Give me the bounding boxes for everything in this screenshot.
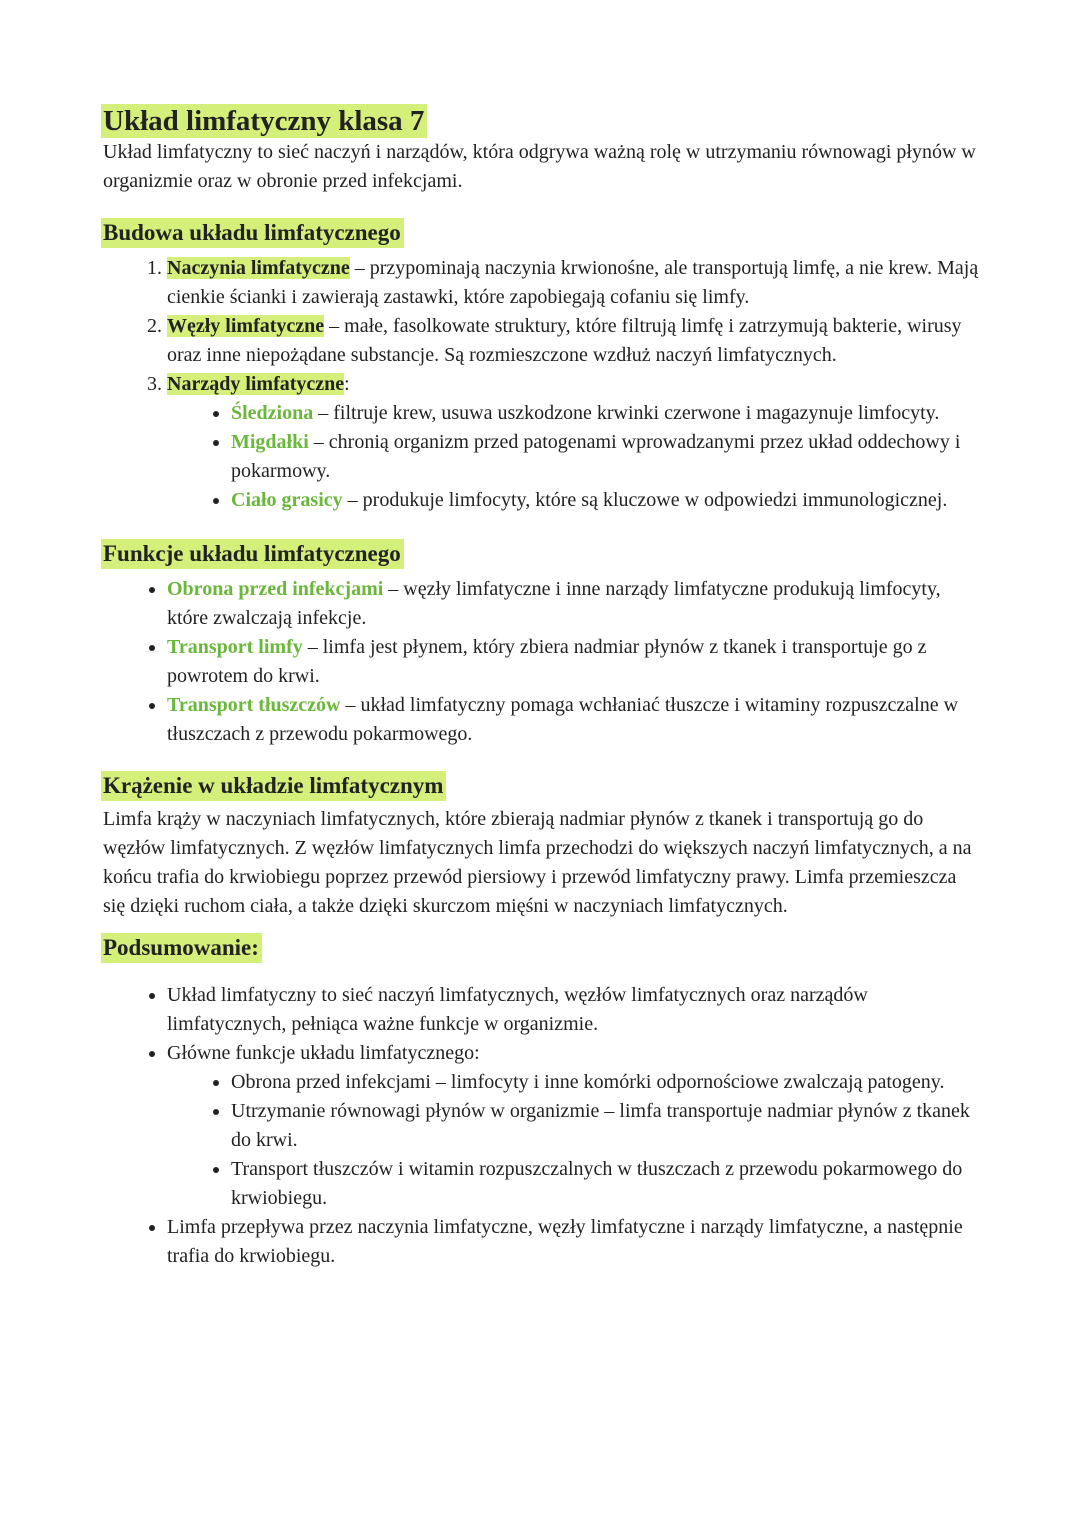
term: Śledziona	[231, 402, 314, 424]
intro-paragraph: Układ limfatyczny to sieć naczyń i narządów, która odgrywa ważną rolę w utrzymaniu równowagi płynów w organizmie oraz w obronie przed infekcjami.	[103, 141, 976, 192]
term: Transport limfy	[167, 636, 303, 658]
description: – przypominają naczynia krwionośne, ale transportują limfę, a nie krew. Mają cienkie ścianki i zawierają zastawki, które zapobiegają cofaniu się limfy.	[167, 257, 979, 308]
section-heading-funkcje: Funkcje układu limfatycznego	[101, 539, 404, 569]
page-title: Układ limfatyczny klasa 7	[101, 104, 427, 138]
term: Migdałki	[231, 431, 309, 453]
list-item	[167, 633, 983, 691]
document	[103, 104, 983, 1271]
podsumowanie-list	[103, 981, 983, 1271]
description: – filtruje krew, usuwa uszkodzone krwinki czerwone i magazynuje limfocyty.	[313, 402, 940, 424]
list-item: • Transport tłuszczów i witamin rozpuszczalnych w tłuszczach z przewodu pokarmowego do krwiobiegu.	[231, 1155, 983, 1213]
term: Naczynia limfatyczne	[167, 257, 350, 279]
term: Transport tłuszczów	[167, 694, 341, 716]
description: :	[344, 373, 350, 395]
list-item	[231, 399, 983, 428]
list-item	[231, 486, 983, 515]
budowa-list	[103, 254, 983, 515]
description: – produkuje limfocyty, które są kluczowe w odpowiedzi immunologicznej.	[342, 489, 948, 511]
section-heading-krazenie: Krążenie w układzie limfatycznym	[101, 771, 446, 801]
functions-sublist	[167, 1068, 983, 1213]
list-item: • Układ limfatyczny to sieć naczyń limfatycznych, węzłów limfatycznych oraz narządów limfatycznych, pełniąca ważne funkcje w organizmie.	[167, 981, 983, 1039]
list-item	[167, 254, 983, 312]
term: Obrona przed infekcjami	[167, 578, 384, 600]
section-funkcje	[103, 539, 983, 749]
list-item: • Limfa przepływa przez naczynia limfatyczne, węzły limfatyczne i narządy limfatyczne, a następnie trafia do krwiobiegu.	[167, 1213, 983, 1271]
term: Narządy limfatyczne	[167, 373, 345, 395]
section-heading-budowa: Budowa układu limfatycznego	[101, 218, 404, 248]
description: – małe, fasolkowate struktury, które filtrują limfę i zatrzymują bakterie, wirusy oraz inne niepożądane substancje. Są rozmieszczone wzdłuż naczyń limfatycznych.	[167, 315, 962, 366]
list-item	[231, 428, 983, 486]
section-krazenie	[103, 771, 983, 921]
section-heading-podsumowanie: Podsumowanie:	[101, 933, 262, 963]
list-item	[167, 691, 983, 749]
term: Węzły limfatyczne	[167, 315, 325, 337]
list-item-text: Główne funkcje układu limfatycznego:	[167, 1042, 480, 1064]
list-item	[167, 370, 983, 515]
description: – limfa jest płynem, który zbiera nadmiar płynów z tkanek i transportuje go z powrotem do krwi.	[167, 636, 927, 687]
term: Ciało grasicy	[231, 489, 343, 511]
description: – chronią organizm przed patogenami wprowadzanymi przez układ oddechowy i pokarmowy.	[231, 431, 961, 482]
section-budowa	[103, 218, 983, 515]
list-item	[167, 312, 983, 370]
organs-list	[167, 399, 983, 515]
list-item: • Utrzymanie równowagi płynów w organizmie – limfa transportuje nadmiar płynów z tkanek do krwi.	[231, 1097, 983, 1155]
list-item: • Obrona przed infekcjami – limfocyty i inne komórki odpornościowe zwalczają patogeny.	[231, 1068, 983, 1097]
description: – węzły limfatyczne i inne narządy limfatyczne produkują limfocyty, które zwalczają infekcje.	[167, 578, 941, 629]
section-podsumowanie	[103, 933, 983, 1271]
krazenie-paragraph: Limfa krąży w naczyniach limfatycznych, które zbierają nadmiar płynów z tkanek i transportują go do węzłów limfatycznych. Z węzłów limfatycznych limfa przechodzi do większych naczyń limfatycznych, a na końcu trafia do krwiobiegu poprzez przewód piersiowy i przewód limfatyczny prawy. Limfa przemieszcza się dzięki ruchom ciała, a także dzięki skurczom mięśni w naczyniach limfatycznych.	[103, 808, 972, 917]
list-item	[167, 575, 983, 633]
funkcje-list	[103, 575, 983, 749]
description: – układ limfatyczny pomaga wchłaniać tłuszcze i witaminy rozpuszczalne w tłuszczach z przewodu pokarmowego.	[167, 694, 959, 745]
list-item	[167, 1039, 983, 1213]
